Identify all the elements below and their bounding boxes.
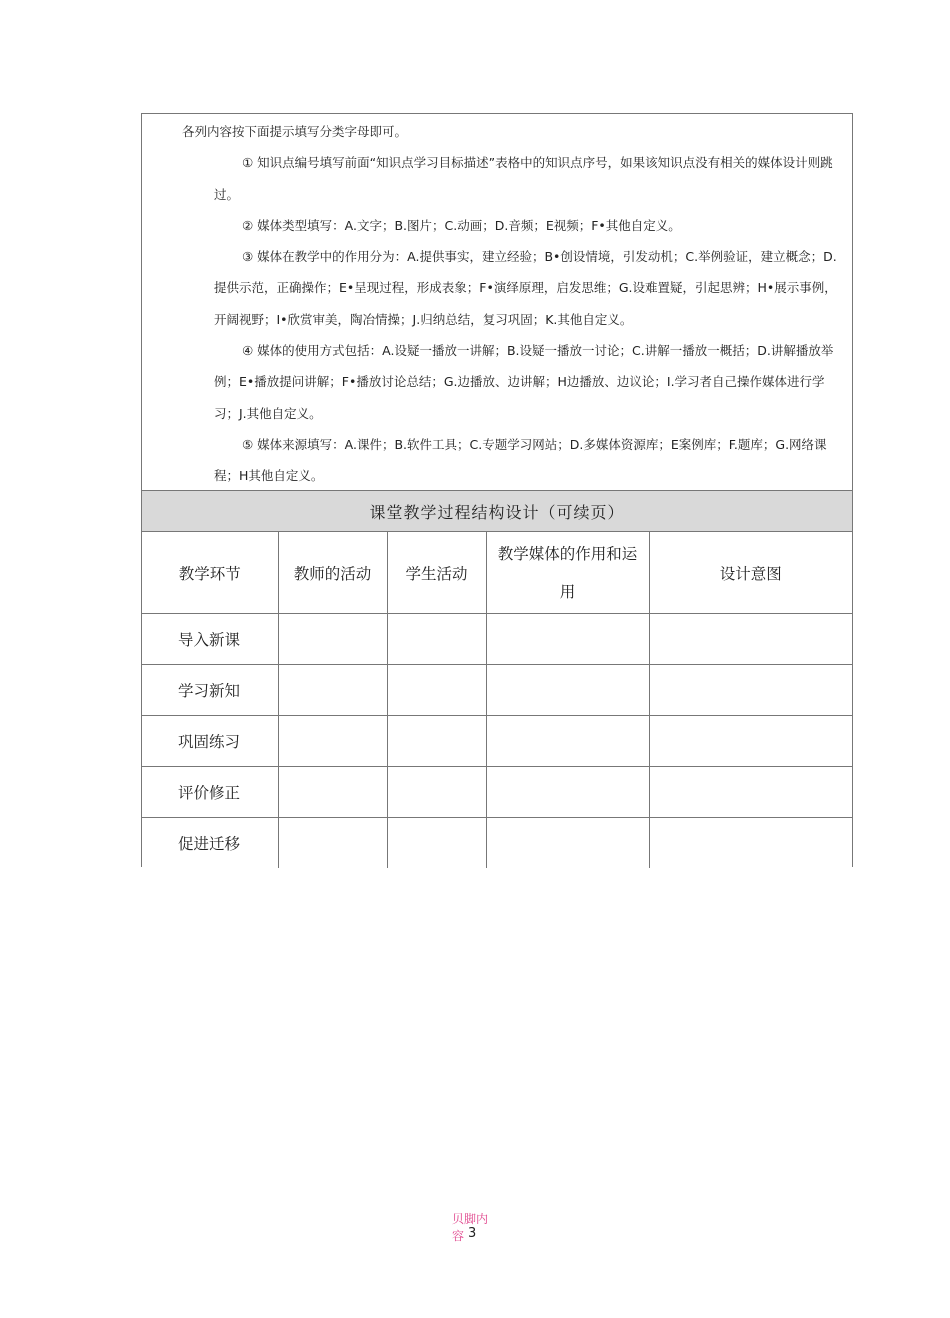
- table-cell[interactable]: [486, 614, 649, 665]
- table-row: [142, 614, 852, 665]
- table-cell[interactable]: [649, 665, 852, 716]
- table-row: [142, 665, 852, 716]
- row-label: 促进迁移: [142, 818, 278, 869]
- instructions-block: [142, 114, 852, 490]
- table-cell[interactable]: [486, 767, 649, 818]
- header-media-role: [486, 532, 649, 614]
- footer-text-line2: 容: [452, 1229, 465, 1243]
- table-cell[interactable]: [387, 614, 486, 665]
- table-row: [142, 818, 852, 869]
- header-teacher-activity: 教师的活动: [278, 532, 387, 614]
- footer-text-line1: 贝脚内: [452, 1212, 489, 1226]
- table-cell[interactable]: [486, 716, 649, 767]
- header-student-activity: 学生活动: [387, 532, 486, 614]
- table-cell[interactable]: [649, 818, 852, 869]
- row-label: 评价修正: [142, 767, 278, 818]
- section-title: 课堂教学过程结构设计（可续页）: [142, 490, 852, 532]
- process-design-table: [142, 532, 852, 868]
- header-teaching-stage: 教学环节: [142, 532, 278, 614]
- table-header-row: [142, 532, 852, 614]
- table-cell[interactable]: [278, 818, 387, 869]
- page-number: 3: [468, 1226, 477, 1241]
- instruction-item-4: ④ 媒体的使用方式包括：A.设疑一播放一讲解；B.设疑一播放一讨论；C.讲解一播放一概括；D.讲解播放举例；E•播放提问讲解；F•播放讨论总结；G.边播放、边讲解；H边播放、边议论；I.学习者自己操作媒体进行学习；J.其他自定义。: [214, 343, 834, 421]
- table-cell[interactable]: [486, 818, 649, 869]
- table-cell[interactable]: [387, 818, 486, 869]
- table-cell[interactable]: [387, 716, 486, 767]
- instruction-item-3: ③ 媒体在教学中的作用分为：A.提供事实，建立经验；B•创设情境，引发动机；C.举例验证，建立概念；D.提供示范，正确操作；E•呈现过程，形成表象；F•演绎原理，启发思维；G.设难置疑，引起思辨；H•展示事例，开阔视野；I•欣赏审美，陶冶情操；J.归纳总结，复习巩固；K.其他自定义。: [214, 249, 837, 327]
- instruction-item-5: ⑤ 媒体来源填写：A.课件；B.软件工具；C.专题学习网站；D.多媒体资源库；E案例库；F.题库；G.网络课程；H其他自定义。: [214, 436, 827, 484]
- instructions-intro: 各列内容按下面提示填写分类字母即可。: [182, 124, 408, 139]
- table-cell[interactable]: [649, 614, 852, 665]
- table-cell[interactable]: [278, 716, 387, 767]
- table-cell[interactable]: [387, 665, 486, 716]
- row-label: 学习新知: [142, 665, 278, 716]
- header-design-intent: 设计意图: [649, 532, 852, 614]
- table-cell[interactable]: [649, 767, 852, 818]
- header-media-role-text: 教学媒体的作用和运用: [497, 544, 638, 601]
- table-cell[interactable]: [278, 665, 387, 716]
- table-cell[interactable]: [387, 767, 486, 818]
- table-cell[interactable]: [649, 716, 852, 767]
- table-cell[interactable]: [486, 665, 649, 716]
- row-label: 导入新课: [142, 614, 278, 665]
- row-label: 巩固练习: [142, 716, 278, 767]
- table-cell[interactable]: [278, 767, 387, 818]
- document-frame: [141, 113, 853, 867]
- instruction-item-2: ② 媒体类型填写：A.文字；B.图片；C.动画；D.音频；E视频；F•其他自定义。: [242, 217, 681, 233]
- table-row: [142, 767, 852, 818]
- table-row: [142, 716, 852, 767]
- table-cell[interactable]: [278, 614, 387, 665]
- instruction-item-1: ① 知识点编号填写前面“知识点学习目标描述”表格中的知识点序号，如果该知识点没有相关的媒体设计则跳过。: [214, 155, 833, 202]
